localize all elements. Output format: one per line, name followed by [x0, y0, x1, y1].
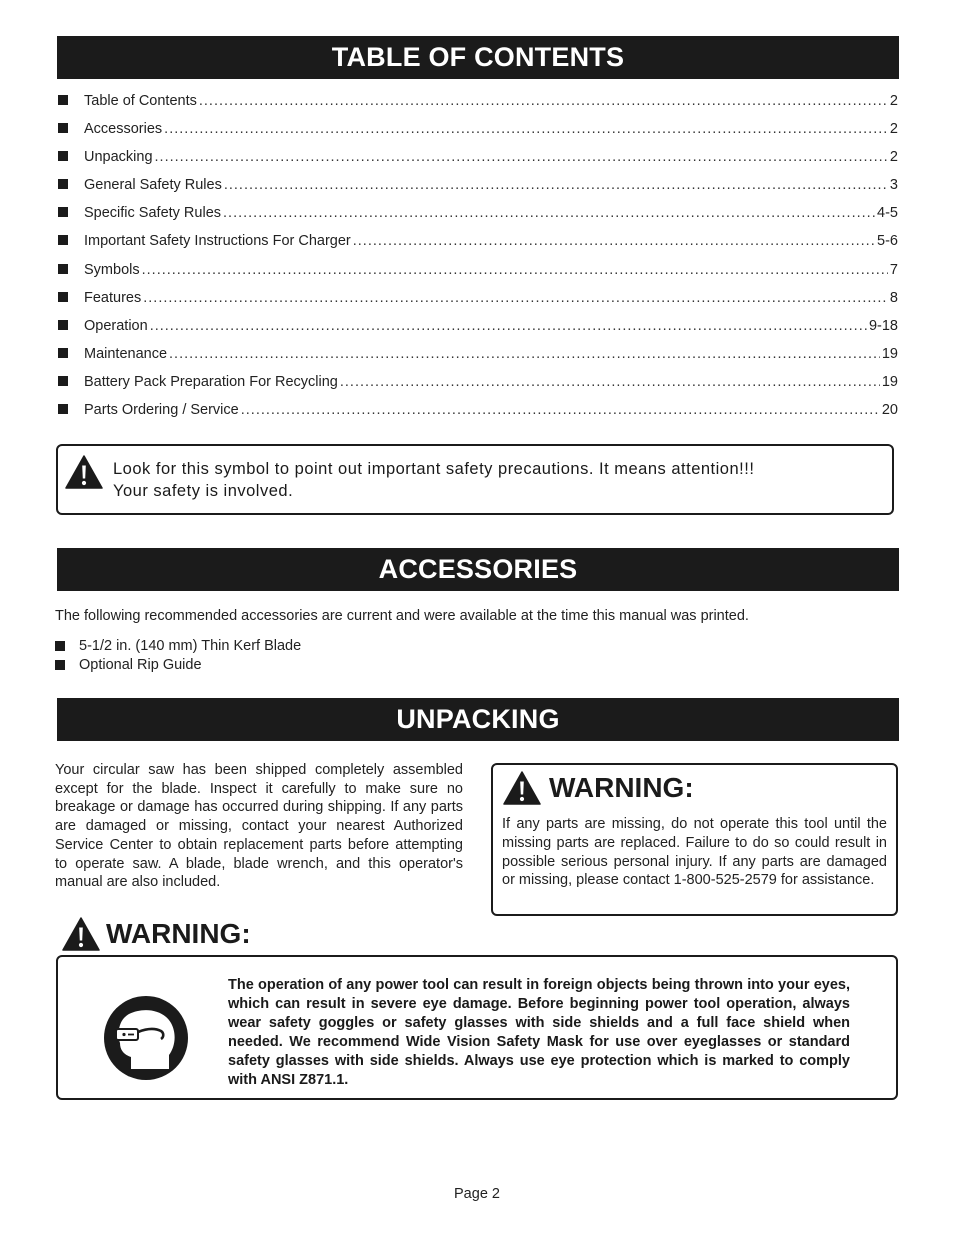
- warning-triangle-icon: [62, 917, 100, 951]
- list-item: 5-1/2 in. (140 mm) Thin Kerf Blade: [55, 636, 301, 655]
- warning-box: [491, 763, 898, 916]
- accessories-list: [55, 636, 301, 674]
- square-bullet-icon: [55, 660, 65, 670]
- accessories-header: ACCESSORIES: [57, 548, 899, 591]
- square-bullet-icon: [58, 207, 68, 217]
- square-bullet-icon: [58, 264, 68, 274]
- eye-warning-box: [56, 955, 898, 1100]
- warning-triangle-icon: [65, 455, 103, 489]
- square-bullet-icon: [58, 292, 68, 302]
- square-bullet-icon: [58, 376, 68, 386]
- toc-item[interactable]: Maintenance ..... 19: [58, 346, 898, 374]
- toc-item[interactable]: Accessories ..... 2: [58, 121, 898, 149]
- toc-item[interactable]: Table of Contents ..... 2: [58, 93, 898, 121]
- square-bullet-icon: [58, 320, 68, 330]
- safety-notice-text: Look for this symbol to point out important safety precautions. It means attention!!! Your safety is involved.: [113, 460, 755, 500]
- toc-item[interactable]: Features ..... 8: [58, 290, 898, 318]
- page-number: Page 2: [454, 1186, 500, 1202]
- square-bullet-icon: [58, 151, 68, 161]
- square-bullet-icon: [58, 179, 68, 189]
- square-bullet-icon: [58, 348, 68, 358]
- square-bullet-icon: [58, 123, 68, 133]
- eye-warning-text: The operation of any power tool can result in foreign objects being thrown into your eyes, which can result in severe eye damage. Before beginning power tool operation, always wear safety goggles or safety glasses with side shields and a full face shield when needed. We recommend Wide Vision Safety Mask for use over eyeglasses or standard safety glasses with side shields. Always use eye protection which is marked to comply with ANSI Z871.1.: [228, 977, 850, 1088]
- unpacking-header: UNPACKING: [57, 698, 899, 741]
- eye-warning-title: WARNING:: [62, 917, 251, 951]
- safety-glasses-icon: [103, 995, 189, 1081]
- toc-item[interactable]: Parts Ordering / Service ..... 20: [58, 402, 898, 430]
- square-bullet-icon: [55, 641, 65, 651]
- toc-item[interactable]: Battery Pack Preparation For Recycling ..... 19: [58, 374, 898, 402]
- warning-triangle-icon: [503, 771, 541, 805]
- toc-header: TABLE OF CONTENTS: [57, 36, 899, 79]
- square-bullet-icon: [58, 404, 68, 414]
- toc-list: [58, 93, 898, 430]
- safety-notice-box: [56, 444, 894, 515]
- square-bullet-icon: [58, 235, 68, 245]
- toc-item[interactable]: Unpacking ..... 2: [58, 149, 898, 177]
- list-item: Optional Rip Guide: [55, 655, 301, 674]
- unpacking-text: Your circular saw has been shipped completely assembled except for the blade. Inspect it carefully to make sure no breakage or damage has occurred during shipping. If any parts are damaged or missing, contact your nearest Authorized Service Center to obtain replacement parts before attempting to operate saw. A blade, blade wrench, and this operator's manual are also included.: [55, 762, 463, 891]
- toc-item[interactable]: Symbols ..... 7: [58, 262, 898, 290]
- square-bullet-icon: [58, 95, 68, 105]
- toc-item[interactable]: Operation ..... 9-18: [58, 318, 898, 346]
- accessories-intro: The following recommended accessories are current and were available at the time this manual was printed.: [55, 608, 749, 624]
- warning-title: WARNING:: [503, 771, 694, 805]
- toc-item[interactable]: Important Safety Instructions For Charger ..... 5-6: [58, 233, 898, 261]
- warning-text: If any parts are missing, do not operate this tool until the missing parts are replaced. Failure to do so could result in possible serious personal injury. If any parts are damaged or missing, please contact 1-800-525-2579 for assistance.: [502, 816, 887, 889]
- toc-item[interactable]: General Safety Rules ..... 3: [58, 177, 898, 205]
- toc-item[interactable]: Specific Safety Rules ..... 4-5: [58, 205, 898, 233]
